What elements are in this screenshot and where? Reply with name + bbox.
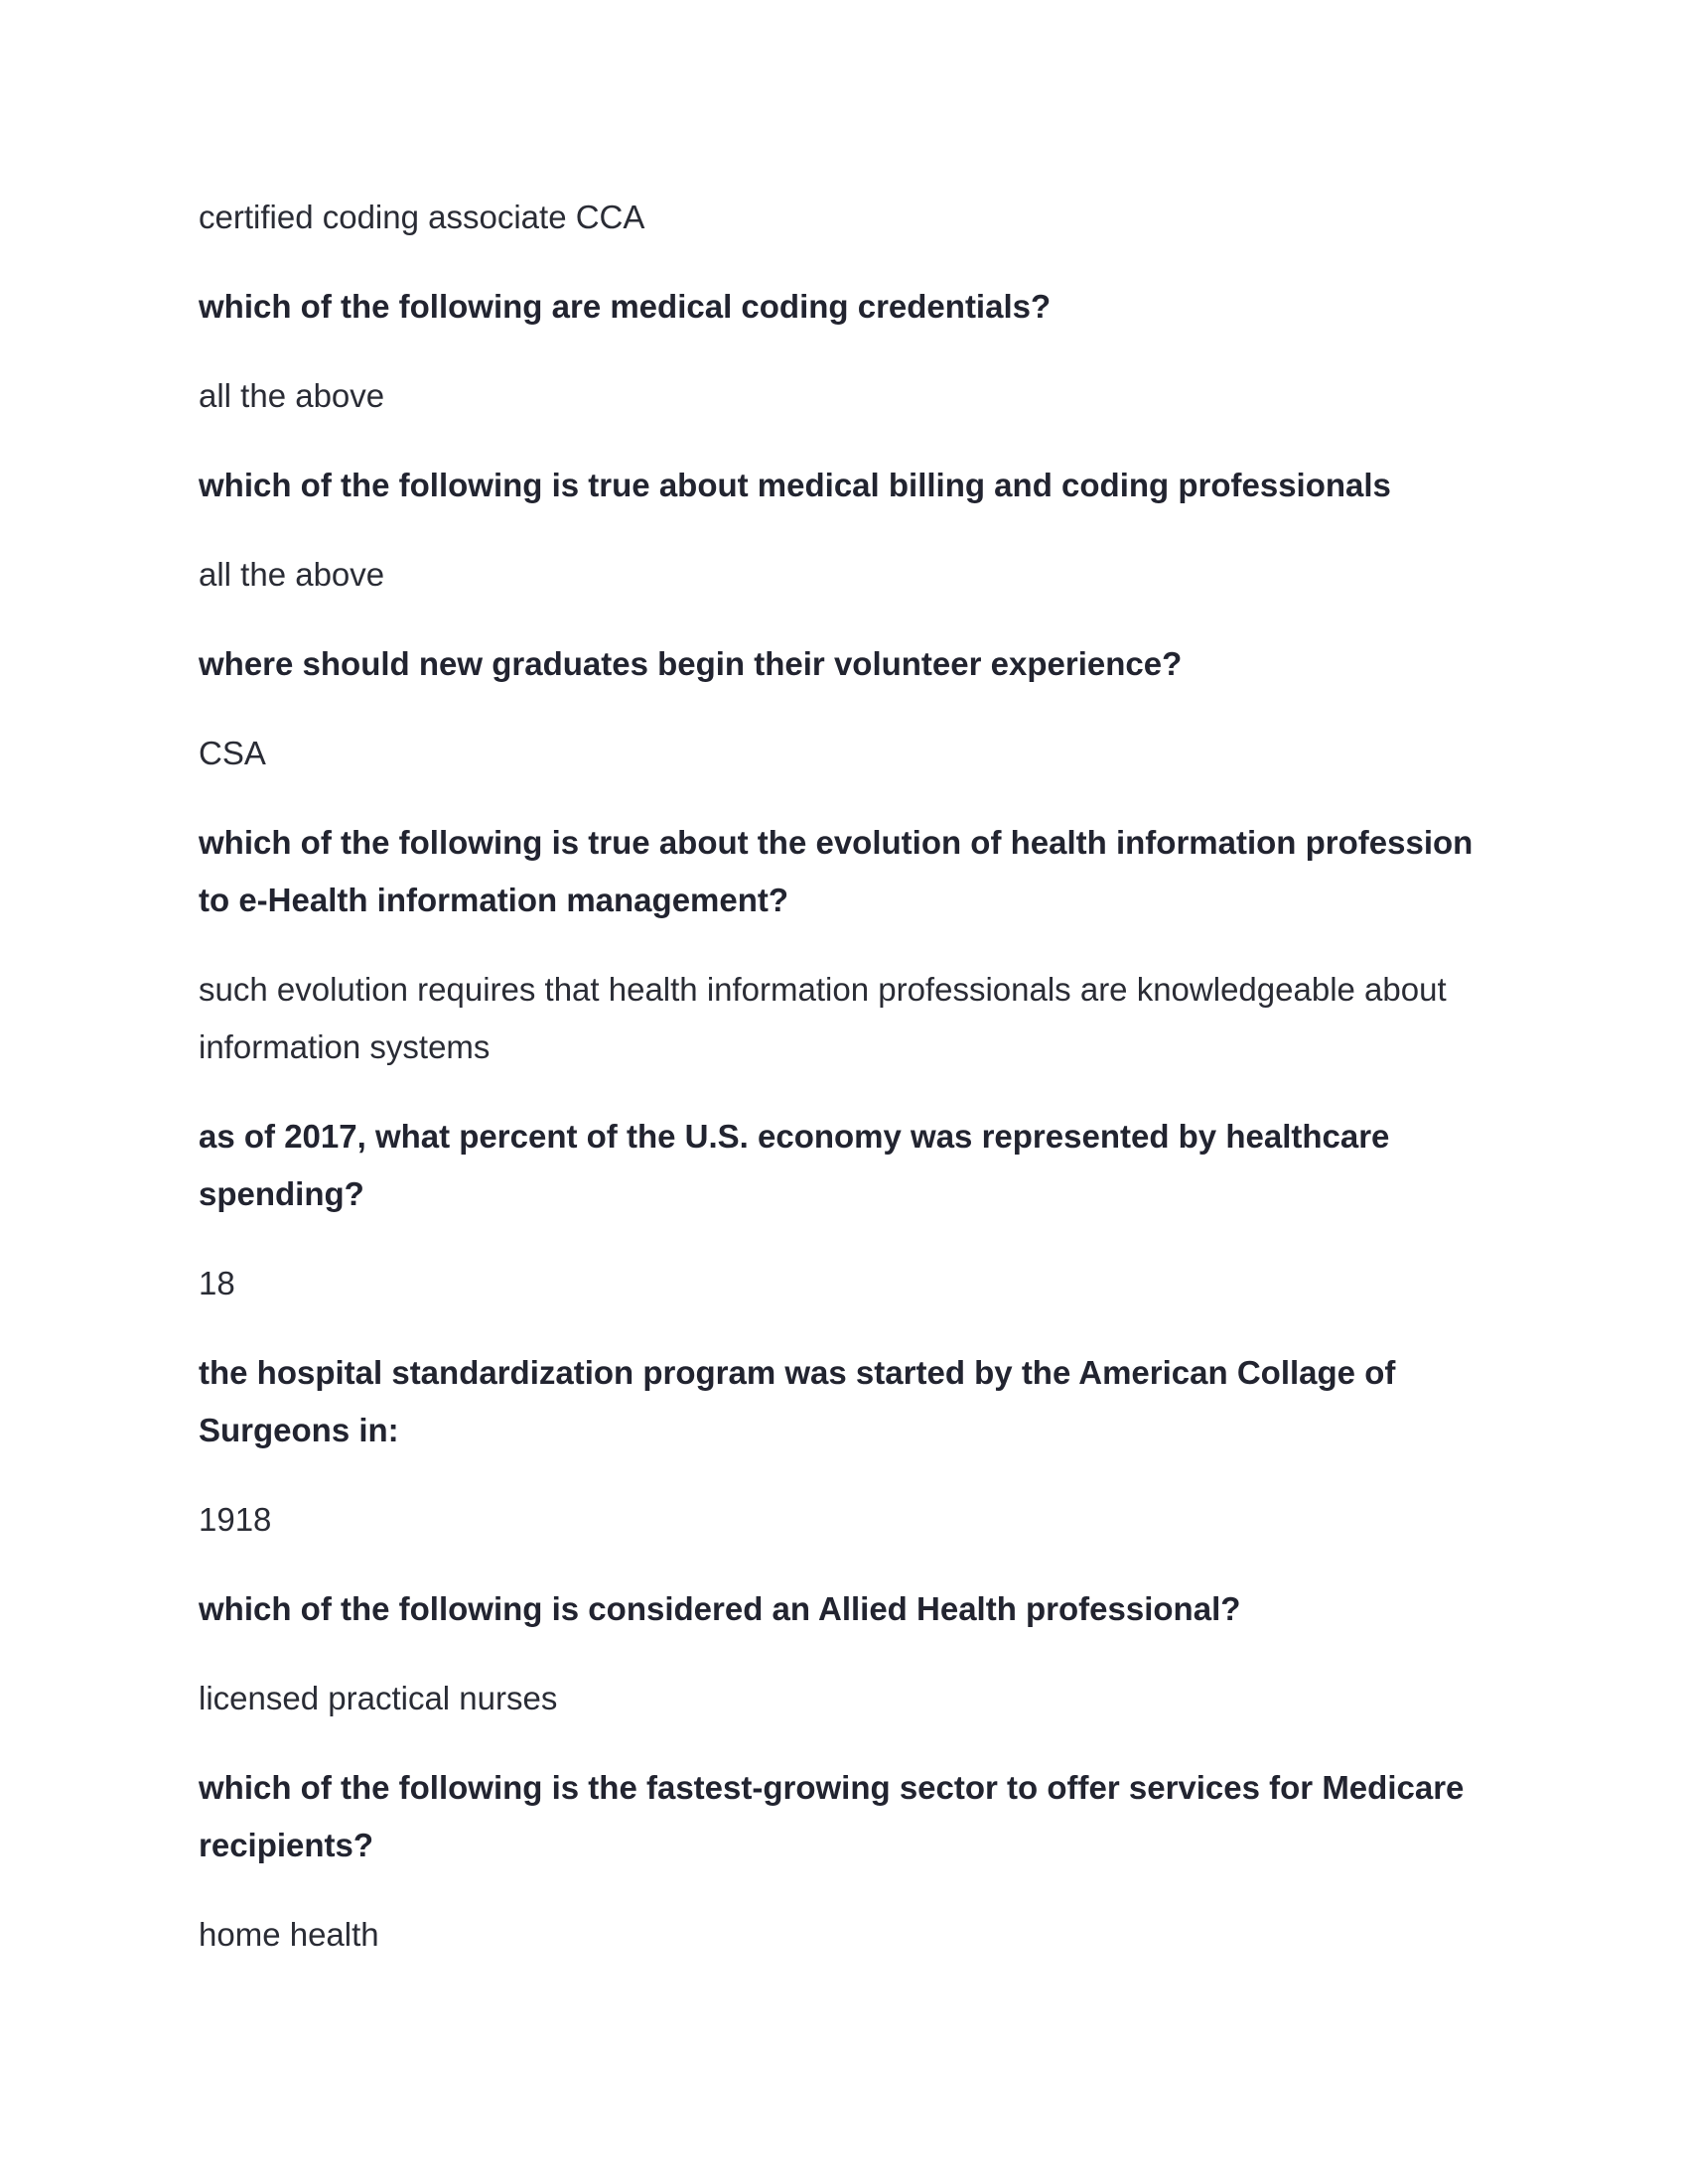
answer-6: 1918: [199, 1501, 272, 1538]
question-2: which of the following is true about medical billing and coding professionals: [199, 467, 1391, 503]
question-8: which of the following is the fastest-growing sector to offer services for Medicare recipients?: [199, 1769, 1465, 1863]
answer-3: CSA: [199, 735, 266, 771]
question-1: which of the following are medical coding credentials?: [199, 288, 1052, 325]
answer-4: such evolution requires that health information professionals are knowledgeable about information systems: [199, 971, 1447, 1065]
question-4: which of the following is true about the evolution of health information profession to e-Health information management?: [199, 824, 1474, 918]
answer-7: licensed practical nurses: [199, 1680, 558, 1716]
qa-content: [199, 189, 1489, 1995]
answer-8: home health: [199, 1916, 379, 1953]
answer-2: all the above: [199, 556, 385, 593]
intro-answer: certified coding associate CCA: [199, 199, 645, 235]
answer-1: all the above: [199, 377, 385, 414]
question-5: as of 2017, what percent of the U.S. economy was represented by healthcare spending?: [199, 1118, 1390, 1212]
question-6: the hospital standardization program was started by the American Collage of Surgeons in:: [199, 1354, 1396, 1448]
answer-5: 18: [199, 1265, 235, 1301]
question-3: where should new graduates begin their volunteer experience?: [199, 645, 1183, 682]
question-7: which of the following is considered an Allied Health professional?: [199, 1590, 1241, 1627]
